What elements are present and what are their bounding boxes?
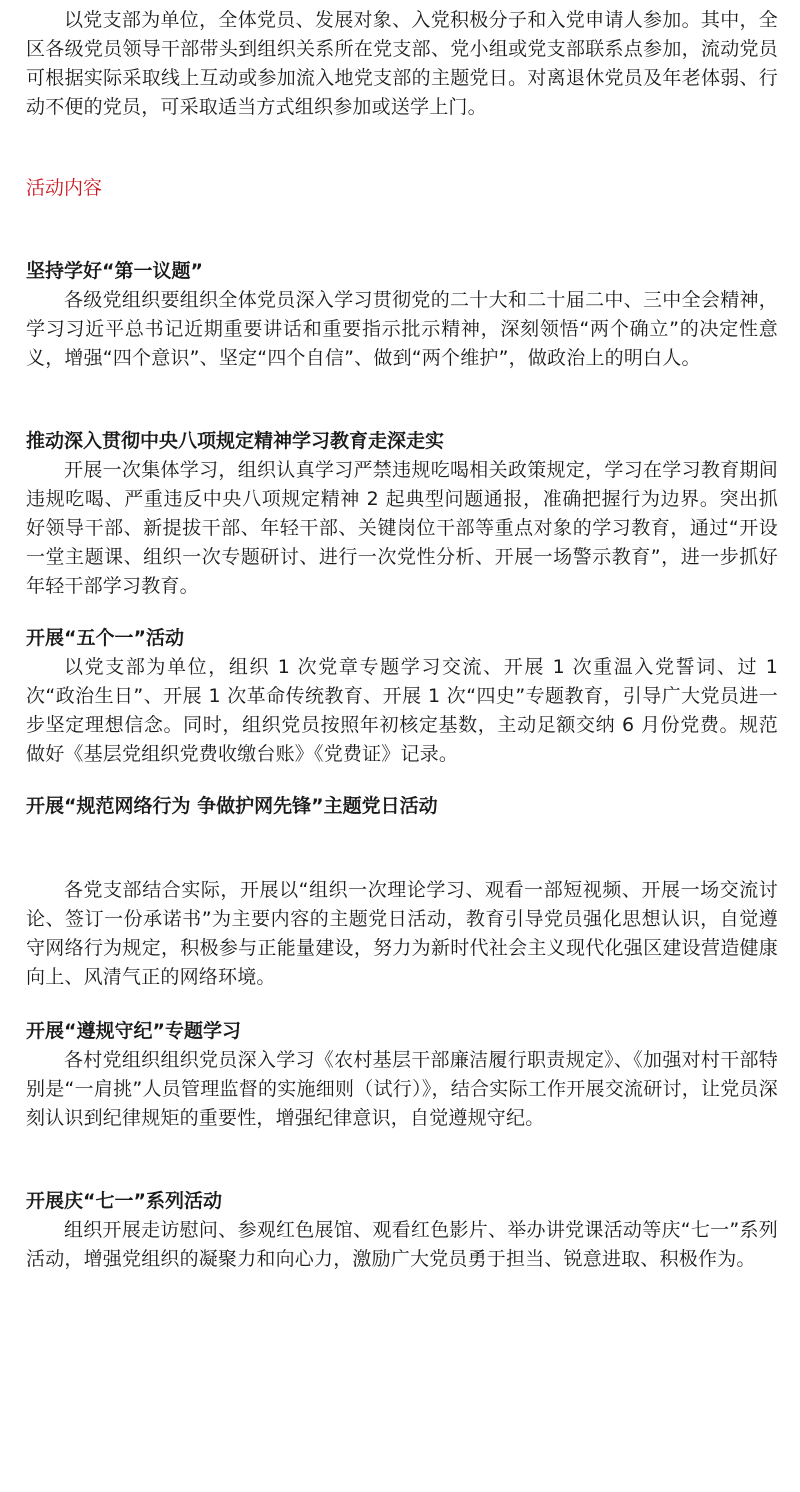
- item-body-6: 组织开展走访慰问、参观红色展馆、观看红色影片、举办讲党课活动等庆“七一”系列活动，增强党组织的凝聚力和向心力，激励广大党员勇于担当、锐意进取、积极作为。: [26, 1219, 778, 1270]
- item-heading-4: 开展“规范网络行为 争做护网先锋”主题党日活动: [26, 795, 438, 817]
- item-body-1: 各级党组织要组织全体党员深入学习贯彻党的二十大和二十届二中、三中全会精神，学习习近平总书记近期重要讲话和重要指示批示精神，深刻领悟“两个确立”的决定性意义，增强“四个意识”、坚定“四个自信”、做到“两个维护”，做政治上的明白人。: [26, 289, 778, 369]
- item-heading-5: 开展“遵规守纪”专题学习: [26, 1020, 241, 1042]
- item-heading-1: 坚持学好“第一议题”: [26, 260, 203, 282]
- item-body-5: 各村党组织组织党员深入学习《农村基层干部廉洁履行职责规定》、《加强对村干部特别是“一肩挑”人员管理监督的实施细则（试行）》，结合实际工作开展交流研讨，让党员深刻认识到纪律规矩的重要性，增强纪律意识，自觉遵规守纪。: [26, 1049, 778, 1129]
- item-body-4: 各党支部结合实际，开展以“组织一次理论学习、观看一部短视频、开展一场交流讨论、签订一份承诺书”为主要内容的主题党日活动，教育引导党员强化思想认识，自觉遵守网络行为规定，积极参与正能量建设，努力为新时代社会主义现代化强区建设营造健康向上、风清气正的网络环境。: [26, 879, 778, 988]
- section-title: 活动内容: [26, 177, 103, 199]
- item-heading-3: 开展“五个一”活动: [26, 627, 184, 649]
- item-heading-2: 推动深入贯彻中央八项规定精神学习教育走深走实: [26, 430, 445, 452]
- item-body-2: 开展一次集体学习，组织认真学习严禁违规吃喝相关政策规定，学习在学习教育期间违规吃喝、严重违反中央八项规定精神 2 起典型问题通报，准确把握行为边界。突出抓好领导干部、新提拔干部、年轻干部、关键岗位干部等重点对象的学习教育，通过“开设一堂主题课、组织一次专题研讨、进行一次党性分析、开展一场警示教育”，进一步抓好年轻干部学习教育。: [26, 459, 778, 597]
- intro-paragraph: 以党支部为单位，全体党员、发展对象、入党积极分子和入党申请人参加。其中，全区各级党员领导干部带头到组织关系所在党支部、党小组或党支部联系点参加，流动党员可根据实际采取线上互动或参加流入地党支部的主题党日。对离退休党员及年老体弱、行动不便的党员，可采取适当方式组织参加或送学上门。: [26, 9, 778, 118]
- item-heading-6: 开展庆“七一”系列活动: [26, 1190, 222, 1212]
- item-body-3: 以党支部为单位，组织 1 次党章专题学习交流、开展 1 次重温入党誓词、过 1 次“政治生日”、开展 1 次革命传统教育、开展 1 次“四史”专题教育，引导广大党员进一步坚定理想信念。同时，组织党员按照年初核定基数，主动足额交纳 6 月份党费。规范做好《基层党组织党费收缴台账》《党费证》记录。: [26, 656, 778, 765]
